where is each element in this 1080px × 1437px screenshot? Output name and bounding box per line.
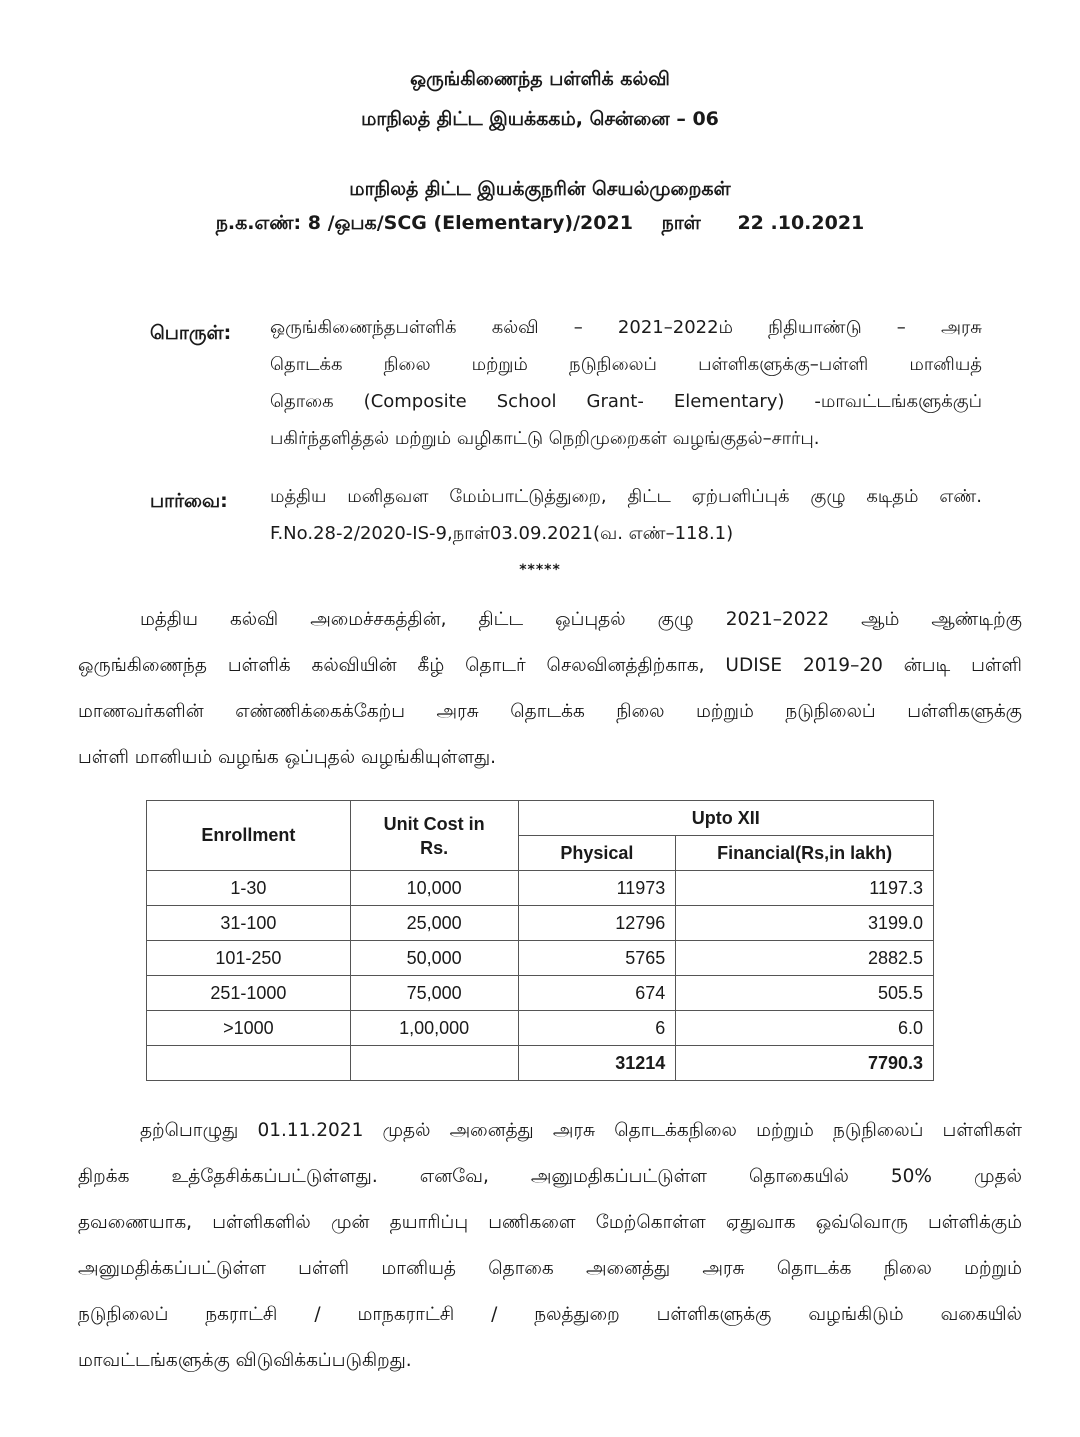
- cell-unit-cost: 25,000: [350, 906, 518, 941]
- cell-financial: 6.0: [676, 1011, 934, 1046]
- paragraph-line: ஒருங்கிணைந்த பள்ளிக் கல்வியின் கீழ் தொடர் செலவினத்திற்காக, UDISE 2019–20 ன்படி பள்ளி: [78, 655, 1022, 676]
- cell-enrollment: 101-250: [147, 941, 351, 976]
- cell-financial: 505.5: [676, 976, 934, 1011]
- cell-physical: 674: [518, 976, 676, 1011]
- header-upto-xii: Upto XII: [518, 801, 934, 836]
- cell-enrollment: >1000: [147, 1011, 351, 1046]
- cell-unit-cost: 10,000: [350, 871, 518, 906]
- table-row: [147, 976, 934, 1011]
- reference-line: F.No.28-2/2020-IS-9,நாள்03.09.2021(வ. எண்–118.1): [270, 523, 734, 544]
- cell-enrollment: 31-100: [147, 906, 351, 941]
- reference-label: பார்வை:: [150, 490, 228, 512]
- cell-unit-cost: 75,000: [350, 976, 518, 1011]
- cell-financial: 1197.3: [676, 871, 934, 906]
- header-financial: Financial(Rs,in lakh): [676, 836, 934, 871]
- proceedings-title: மாநிலத் திட்ட இயக்குநரின் செயல்முறைகள்: [349, 178, 731, 200]
- cell-physical: 6: [518, 1011, 676, 1046]
- table-row: [147, 941, 934, 976]
- paragraph-line: மாவட்டங்களுக்கு விடுவிக்கப்படுகிறது.: [78, 1350, 412, 1371]
- total-financial: 7790.3: [676, 1046, 934, 1081]
- grant-table: [146, 800, 934, 1081]
- date-value: 22 .10.2021: [737, 212, 865, 234]
- header-physical: Physical: [518, 836, 676, 871]
- paragraph-line: பள்ளி மானியம் வழங்க ஒப்புதல் வழங்கியுள்ளது.: [78, 747, 497, 768]
- header-unit-cost: Unit Cost in Rs.: [350, 801, 518, 871]
- reference-number: ந.க.எண்: 8 /ஒபக/SCG (Elementary)/2021: [215, 212, 633, 234]
- subject-line: பகிர்ந்தளித்தல் மற்றும் வழிகாட்டு நெறிமுறைகள் வழங்குதல்–சார்பு.: [270, 428, 820, 449]
- paragraph-line: நடுநிலைப் நகராட்சி / மாநகராட்சி / நலத்துறை பள்ளிகளுக்கு வழங்கிடும் வகையில்: [78, 1304, 1022, 1325]
- paragraph-line: தற்பொழுது 01.11.2021 முதல் அனைத்து அரசு தொடக்கநிலை மற்றும் நடுநிலைப் பள்ளிகள்: [140, 1120, 1022, 1141]
- paragraph-line: மத்திய கல்வி அமைச்சகத்தின், திட்ட ஒப்புதல் குழு 2021–2022 ஆம் ஆண்டிற்கு: [140, 609, 1022, 630]
- cell-empty: [147, 1046, 351, 1081]
- subject-line: தொடக்க நிலை மற்றும் நடுநிலைப் பள்ளிகளுக்கு–பள்ளி மானியத்: [270, 354, 982, 375]
- separator-stars: *****: [519, 562, 561, 578]
- table-row: [147, 871, 934, 906]
- paragraph-line: தவணையாக, பள்ளிகளில் முன் தயாரிப்பு பணிகளை மேற்கொள்ள ஏதுவாக ஒவ்வொரு பள்ளிக்கும்: [78, 1212, 1022, 1233]
- table-row: [147, 906, 934, 941]
- reference-text: [270, 478, 982, 552]
- paragraph-line: அனுமதிக்கப்பட்டுள்ள பள்ளி மானியத் தொகை அனைத்து அரசு தொடக்க நிலை மற்றும்: [78, 1258, 1022, 1279]
- cell-physical: 5765: [518, 941, 676, 976]
- reference-line: மத்திய மனிதவள மேம்பாட்டுத்துறை, திட்ட ஏற்பளிப்புக் குழு கடிதம் எண்.: [270, 486, 982, 507]
- office-title: ஒருங்கிணைந்த பள்ளிக் கல்வி: [410, 68, 670, 90]
- subject-label: பொருள்:: [150, 322, 232, 344]
- cell-enrollment: 251-1000: [147, 976, 351, 1011]
- subject-line: ஒருங்கிணைந்தபள்ளிக் கல்வி – 2021–2022ம் நிதியாண்டு – அரசு: [270, 317, 982, 338]
- office-address: மாநிலத் திட்ட இயக்ககம், சென்னை – 06: [361, 108, 719, 130]
- table-row: [147, 1011, 934, 1046]
- cell-physical: 11973: [518, 871, 676, 906]
- paragraph-1: [78, 597, 1022, 781]
- subject-text: [270, 309, 982, 457]
- cell-enrollment: 1-30: [147, 871, 351, 906]
- cell-empty: [350, 1046, 518, 1081]
- total-physical: 31214: [518, 1046, 676, 1081]
- table-total-row: [147, 1046, 934, 1081]
- paragraph-line: மாணவர்களின் எண்ணிக்கைக்கேற்ப அரசு தொடக்க நிலை மற்றும் நடுநிலைப் பள்ளிகளுக்கு: [78, 701, 1022, 722]
- cell-unit-cost: 50,000: [350, 941, 518, 976]
- cell-unit-cost: 1,00,000: [350, 1011, 518, 1046]
- paragraph-2: [78, 1108, 1022, 1384]
- date-label: நாள்: [661, 212, 701, 234]
- paragraph-line: திறக்க உத்தேசிக்கப்பட்டுள்ளது. எனவே, அனுமதிகப்பட்டுள்ள தொகையில் 50% முதல்: [78, 1166, 1022, 1187]
- cell-financial: 3199.0: [676, 906, 934, 941]
- reference-number-line: [0, 212, 1080, 237]
- cell-physical: 12796: [518, 906, 676, 941]
- header-enrollment: Enrollment: [147, 801, 351, 871]
- cell-financial: 2882.5: [676, 941, 934, 976]
- subject-line: தொகை (Composite School Grant- Elementary) -மாவட்டங்களுக்குப்: [270, 391, 982, 412]
